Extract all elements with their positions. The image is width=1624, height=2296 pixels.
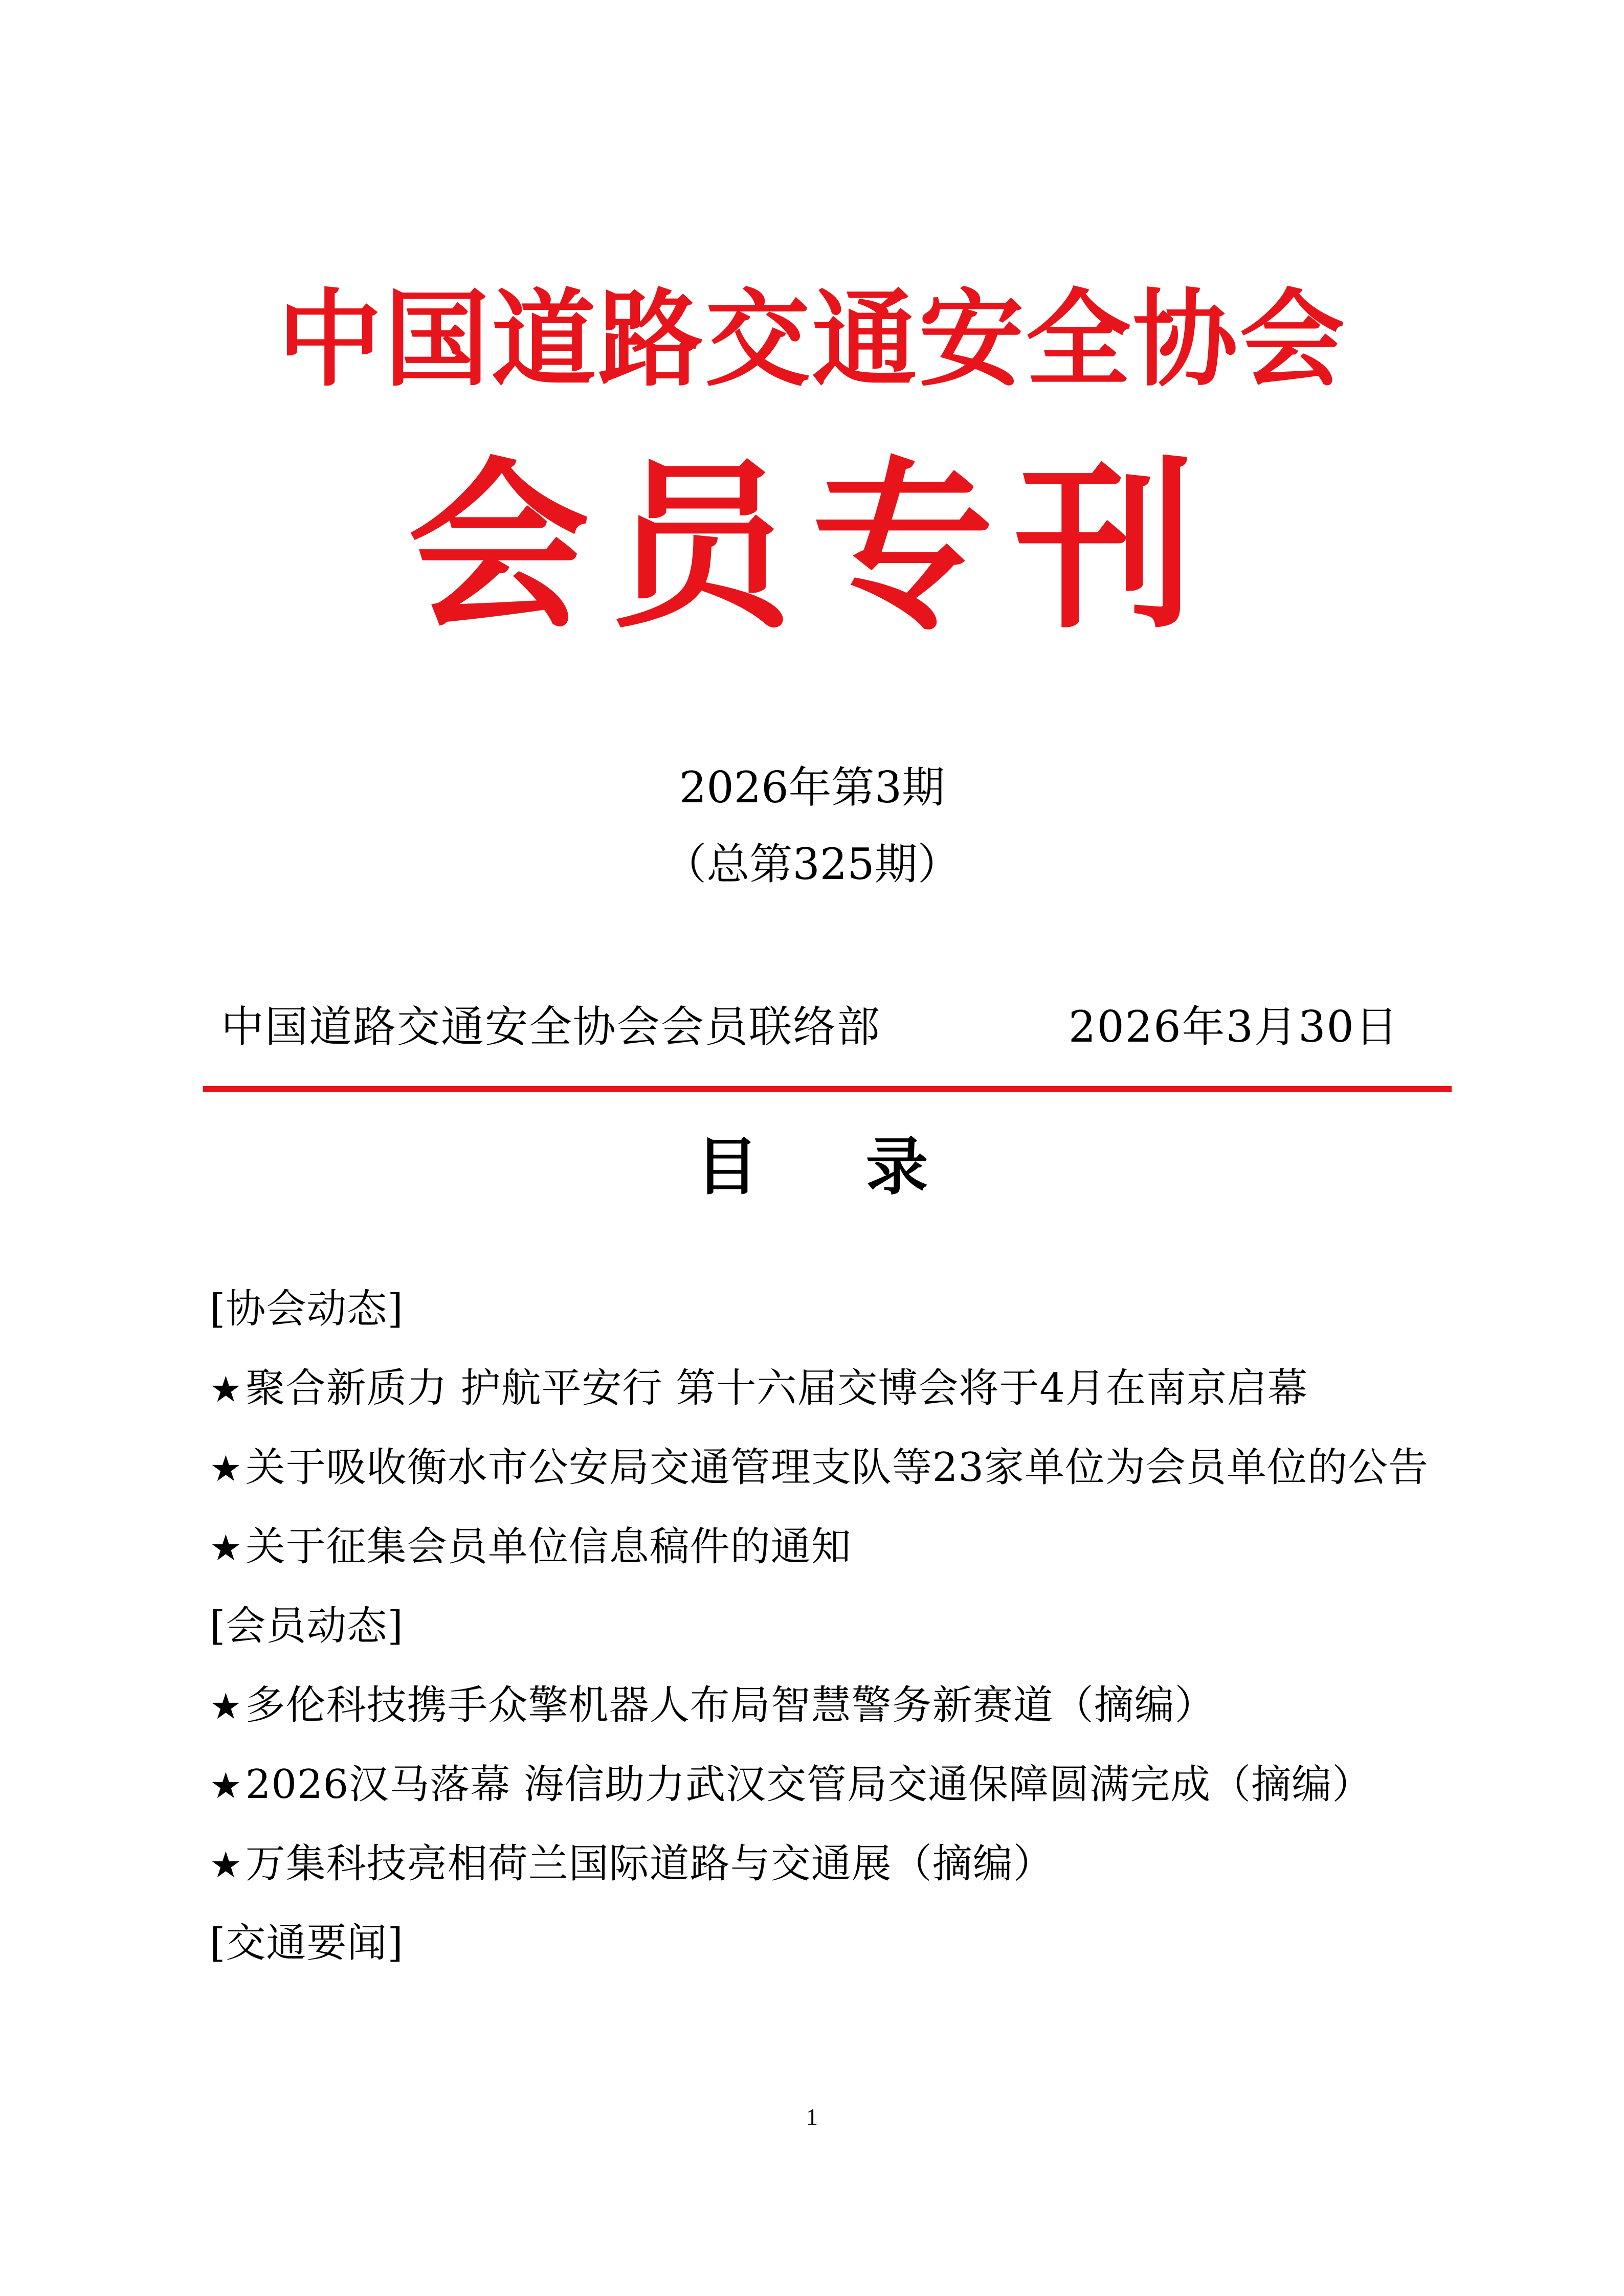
toc-item[interactable] — [210, 1519, 1437, 1598]
toc-text: 关于吸收衡水市公安局交通管理支队等23家单位为会员单位的公告 — [245, 1445, 1429, 1491]
table-of-contents — [210, 1281, 1437, 1994]
organization-title: 中国道路交通安全协会 — [277, 279, 1347, 401]
red-divider-rule — [203, 1086, 1452, 1092]
toc-text: 多伦科技携手众擎机器人布局智慧警务新赛道（摘编） — [245, 1682, 1215, 1728]
toc-item[interactable] — [210, 1757, 1437, 1836]
star-icon: ★ — [210, 1685, 242, 1727]
star-icon: ★ — [210, 1368, 242, 1410]
toc-text: 聚合新质力 护航平安行 第十六届交博会将于4月在南京启幕 — [245, 1365, 1308, 1411]
toc-section — [210, 1915, 1437, 1994]
page-number: 1 — [806, 2104, 818, 2130]
toc-text: [会员动态] — [210, 1603, 404, 1649]
journal-title: 会员专刊 — [408, 441, 1216, 653]
toc-text: [协会动态] — [210, 1286, 404, 1332]
toc-item[interactable] — [210, 1439, 1437, 1519]
toc-heading-left: 目 — [696, 1131, 759, 1203]
toc-text: 万集科技亮相荷兰国际道路与交通展（摘编） — [245, 1841, 1054, 1887]
toc-heading-right: 录 — [865, 1131, 928, 1203]
star-icon: ★ — [210, 1765, 242, 1807]
star-icon: ★ — [210, 1527, 242, 1569]
star-icon: ★ — [210, 1844, 242, 1886]
toc-item[interactable] — [210, 1836, 1437, 1915]
toc-section — [210, 1598, 1437, 1677]
toc-text: [交通要闻] — [210, 1920, 404, 1966]
publisher-department: 中国道路交通安全协会会员联络部 — [221, 1002, 881, 1052]
issue-number: 2026年第3期 — [679, 762, 945, 813]
toc-text: 2026汉马落幕 海信助力武汉交管局交通保障圆满完成（摘编） — [245, 1762, 1373, 1808]
toc-section — [210, 1281, 1437, 1360]
toc-item[interactable] — [210, 1360, 1437, 1439]
issue-total-number: （总第325期） — [663, 839, 961, 889]
toc-heading — [0, 1131, 1624, 1203]
star-icon: ★ — [210, 1448, 242, 1490]
toc-item[interactable] — [210, 1677, 1437, 1757]
toc-text: 关于征集会员单位信息稿件的通知 — [245, 1524, 852, 1570]
publication-date: 2026年3月30日 — [1068, 1002, 1399, 1052]
